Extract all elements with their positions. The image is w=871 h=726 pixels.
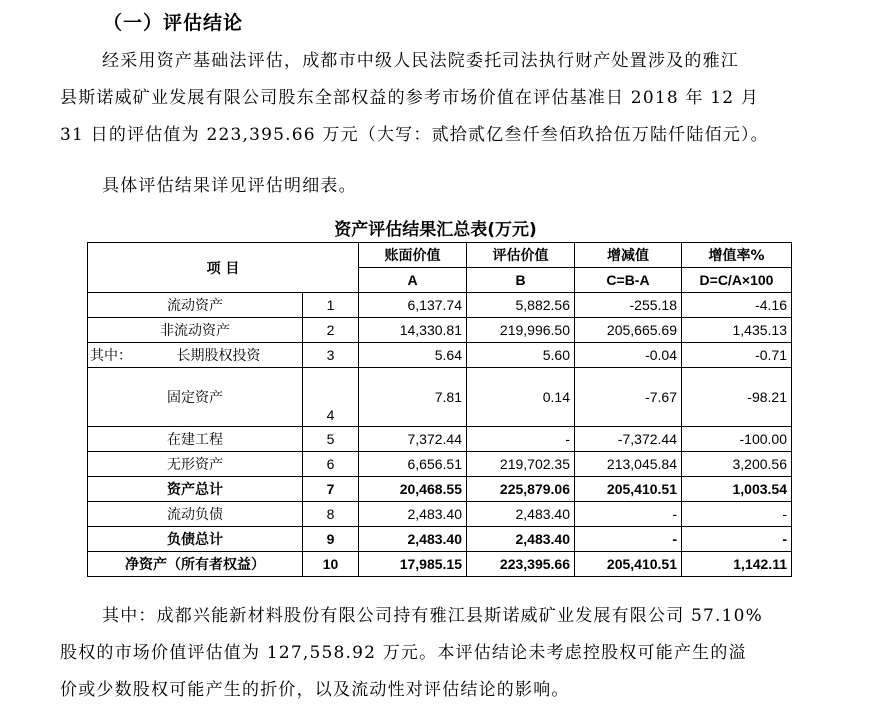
row-no: 6 — [303, 452, 359, 477]
cell-a: 14,330.81 — [359, 318, 467, 343]
row-label: 在建工程 — [88, 427, 303, 452]
row-label-cell — [88, 343, 303, 368]
table-row-total — [88, 477, 792, 502]
cell-d: 1,142.11 — [682, 552, 792, 577]
paragraph-line: 31 日的评估值为 223,395.66 万元（大写：贰拾贰亿叁仟叁佰玖拾伍万陆仟陆佰元）。 — [60, 125, 769, 145]
cell-d: -98.21 — [682, 368, 792, 427]
table-row — [88, 427, 792, 452]
detail-note-paragraph — [60, 168, 820, 205]
cell-a: 2,483.40 — [359, 502, 467, 527]
cell-d: 1,003.54 — [682, 477, 792, 502]
cell-c: 205,410.51 — [575, 477, 682, 502]
header-col-d-name: 增值率% — [682, 243, 792, 268]
cell-a: 17,985.15 — [359, 552, 467, 577]
row-no: 4 — [303, 368, 359, 427]
row-label: 净资产（所有者权益） — [88, 552, 303, 577]
row-no: 7 — [303, 477, 359, 502]
table-row-total — [88, 552, 792, 577]
cell-a: 2,483.40 — [359, 527, 467, 552]
table-row-total — [88, 527, 792, 552]
row-label: 资产总计 — [88, 477, 303, 502]
cell-b: 219,996.50 — [467, 318, 575, 343]
row-label: 长期股权投资 — [176, 348, 261, 364]
cell-a: 7,372.44 — [359, 427, 467, 452]
row-label: 负债总计 — [88, 527, 303, 552]
header-col-c-name: 增减值 — [575, 243, 682, 268]
cell-c: 205,410.51 — [575, 552, 682, 577]
cell-b: - — [467, 427, 575, 452]
cell-c: -0.04 — [575, 343, 682, 368]
header-col-a-code: A — [359, 268, 467, 293]
cell-d: -0.71 — [682, 343, 792, 368]
cell-d: - — [682, 502, 792, 527]
equity-note-paragraph — [60, 598, 820, 709]
paragraph-line: 经采用资产基础法评估，成都市中级人民法院委托司法执行财产处置涉及的雅江 — [102, 51, 739, 71]
table-row — [88, 368, 792, 427]
cell-c: - — [575, 527, 682, 552]
header-col-b-name: 评估价值 — [467, 243, 575, 268]
table-title: 资产评估结果汇总表(万元) — [334, 220, 537, 240]
header-col-d-code: D=C/A×100 — [682, 268, 792, 293]
cell-a: 20,468.55 — [359, 477, 467, 502]
valuation-summary-table — [87, 242, 792, 577]
cell-c: -255.18 — [575, 293, 682, 318]
row-no: 5 — [303, 427, 359, 452]
cell-d: - — [682, 527, 792, 552]
row-no: 10 — [303, 552, 359, 577]
cell-d: -100.00 — [682, 427, 792, 452]
table-header-row — [88, 243, 792, 268]
cell-a: 7.81 — [359, 368, 467, 427]
row-no: 2 — [303, 318, 359, 343]
cell-d: 3,200.56 — [682, 452, 792, 477]
cell-a: 5.64 — [359, 343, 467, 368]
row-label: 非流动资产 — [88, 318, 303, 343]
cell-b: 223,395.66 — [467, 552, 575, 577]
row-label: 流动资产 — [88, 293, 303, 318]
table-row — [88, 343, 792, 368]
row-label: 流动负债 — [88, 502, 303, 527]
paragraph-line: 股权的市场价值评估值为 127,558.92 万元。本评估结论未考虑控股权可能产生的溢 — [60, 643, 747, 663]
conclusion-paragraph — [60, 43, 820, 154]
cell-a: 6,137.74 — [359, 293, 467, 318]
cell-b: 5,882.56 — [467, 293, 575, 318]
cell-b: 0.14 — [467, 368, 575, 427]
cell-b: 2,483.40 — [467, 502, 575, 527]
cell-c: - — [575, 502, 682, 527]
cell-b: 219,702.35 — [467, 452, 575, 477]
cell-b: 225,879.06 — [467, 477, 575, 502]
row-no: 3 — [303, 343, 359, 368]
header-col-a-name: 账面价值 — [359, 243, 467, 268]
cell-c: 213,045.84 — [575, 452, 682, 477]
table-row — [88, 502, 792, 527]
table-row — [88, 452, 792, 477]
header-col-b-code: B — [467, 268, 575, 293]
paragraph-line: 其中：成都兴能新材料股份有限公司持有雅江县斯诺威矿业发展有限公司 57.10% — [102, 606, 764, 626]
cell-a: 6,656.51 — [359, 452, 467, 477]
section-heading: （一）评估结论 — [103, 12, 244, 34]
cell-d: 1,435.13 — [682, 318, 792, 343]
table-row — [88, 318, 792, 343]
cell-b: 5.60 — [467, 343, 575, 368]
row-prefix: 其中： — [90, 348, 132, 364]
paragraph-line: 价或少数股权可能产生的折价，以及流动性对评估结论的影响。 — [60, 680, 570, 700]
cell-b: 2,483.40 — [467, 527, 575, 552]
cell-c: 205,665.69 — [575, 318, 682, 343]
row-label: 无形资产 — [88, 452, 303, 477]
table-row — [88, 293, 792, 318]
header-item: 项 目 — [88, 243, 359, 293]
row-no: 1 — [303, 293, 359, 318]
row-no: 9 — [303, 527, 359, 552]
cell-c: -7.67 — [575, 368, 682, 427]
paragraph-line: 具体评估结果详见评估明细表。 — [102, 176, 357, 196]
row-no: 8 — [303, 502, 359, 527]
cell-d: -4.16 — [682, 293, 792, 318]
paragraph-line: 县斯诺威矿业发展有限公司股东全部权益的参考市场价值在评估基准日 2018 年 12 月 — [60, 88, 760, 108]
cell-c: -7,372.44 — [575, 427, 682, 452]
header-col-c-code: C=B-A — [575, 268, 682, 293]
row-label: 固定资产 — [88, 368, 303, 427]
